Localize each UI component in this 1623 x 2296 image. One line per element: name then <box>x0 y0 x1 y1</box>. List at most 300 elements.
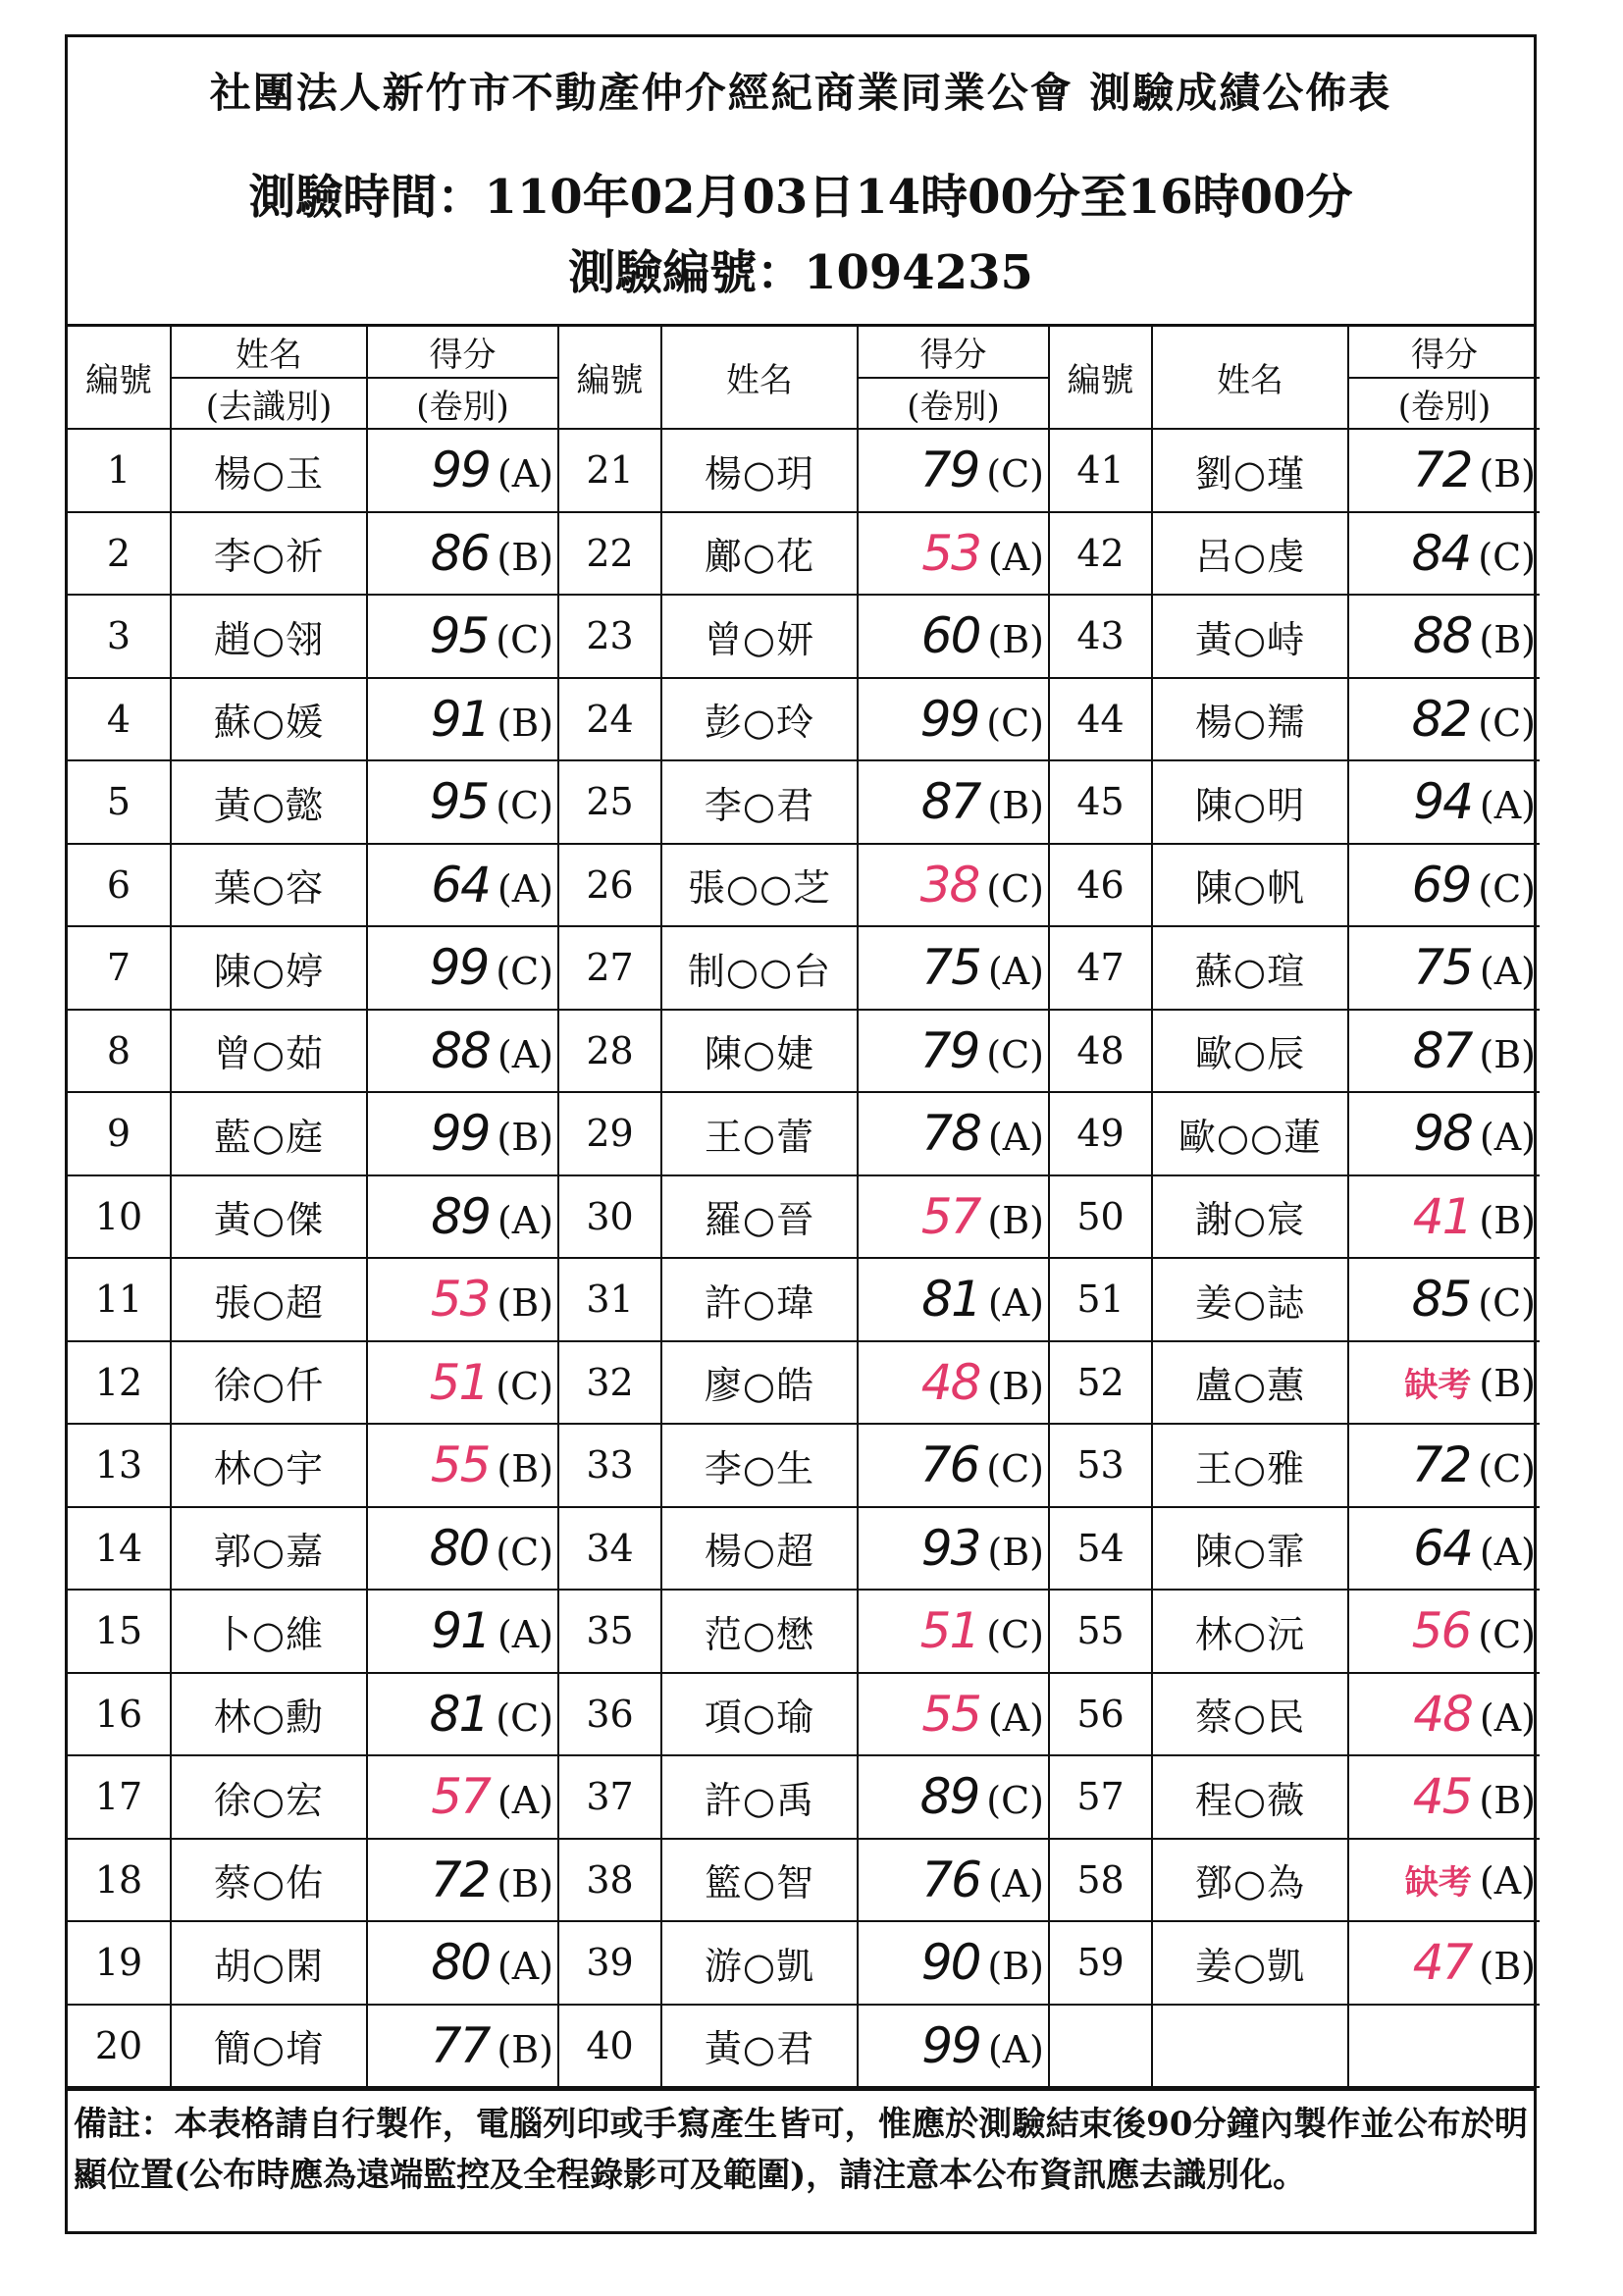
header <box>68 37 1534 327</box>
cell-score <box>1348 595 1540 678</box>
exam-form: (A) <box>497 1613 553 1657</box>
cell-score <box>858 1341 1049 1425</box>
cell-name: 曾○茹 <box>171 1010 367 1093</box>
header-score-sub: (卷別) <box>1348 378 1540 429</box>
cell-name: 曾○妍 <box>661 595 858 678</box>
handwritten-score: 69 <box>1411 856 1471 913</box>
exam-form: (C) <box>1478 1613 1536 1657</box>
cell-score <box>1348 1175 1540 1259</box>
cell-score <box>367 2005 558 2088</box>
handwritten-score: 99 <box>431 442 490 499</box>
handwritten-score: 55 <box>430 1436 490 1494</box>
cell-name: 許○瑋 <box>661 1258 858 1341</box>
cell-score <box>858 1921 1049 2005</box>
exam-form: (A) <box>987 1281 1044 1326</box>
cell-score <box>1348 926 1540 1010</box>
cell-score <box>858 1755 1049 1839</box>
cell-no: 31 <box>558 1258 661 1341</box>
handwritten-score: 81 <box>921 1271 980 1329</box>
header-score: 得分 <box>1348 327 1540 378</box>
handwritten-score: 98 <box>1413 1105 1472 1163</box>
cell-score <box>367 1258 558 1341</box>
cell-name: 李○生 <box>661 1424 858 1507</box>
handwritten-score: 41 <box>1412 1187 1472 1245</box>
exam-form: (B) <box>1479 1779 1536 1823</box>
cell-score <box>367 926 558 1010</box>
exam-form: (B) <box>497 2027 553 2071</box>
cell-name: 王○雅 <box>1152 1424 1348 1507</box>
handwritten-score: 79 <box>919 1021 979 1079</box>
table-row <box>68 844 1540 927</box>
exam-form: (A) <box>987 535 1044 579</box>
cell-no: 49 <box>1049 1092 1152 1175</box>
exam-form: (C) <box>1478 535 1536 579</box>
cell-score <box>367 512 558 596</box>
exam-form: (C) <box>1478 701 1536 745</box>
cell-no: 34 <box>558 1507 661 1591</box>
cell-score <box>1348 1424 1540 1507</box>
cell-name: 林○勳 <box>171 1673 367 1756</box>
handwritten-score: 53 <box>430 1271 490 1329</box>
handwritten-score: 99 <box>921 2016 980 2074</box>
handwritten-score: 60 <box>920 607 980 665</box>
cell-name: 鄧○為 <box>1152 1839 1348 1922</box>
exam-form: (B) <box>1479 1945 1536 1989</box>
cell-score <box>1348 512 1540 596</box>
cell-no: 32 <box>558 1341 661 1425</box>
exam-form: (B) <box>987 784 1044 828</box>
cell-no: 57 <box>1049 1755 1152 1839</box>
cell-score <box>858 1507 1049 1591</box>
cell-score <box>1348 1010 1540 1093</box>
cell-score <box>858 844 1049 927</box>
exam-form: (B) <box>1479 452 1536 496</box>
cell-no: 16 <box>68 1673 171 1756</box>
cell-no: 18 <box>68 1839 171 1922</box>
cell-no: 28 <box>558 1010 661 1093</box>
cell-no: 59 <box>1049 1921 1152 2005</box>
handwritten-score: 缺考 <box>1404 1863 1472 1904</box>
handwritten-score: 47 <box>1412 1934 1472 1992</box>
cell-score <box>858 678 1049 761</box>
handwritten-score: 99 <box>430 1105 490 1163</box>
handwritten-score: 48 <box>920 1353 980 1411</box>
cell-no: 43 <box>1049 595 1152 678</box>
header-name: 姓名 <box>661 327 858 429</box>
cell-name: 黃○峙 <box>1152 595 1348 678</box>
cell-score <box>858 595 1049 678</box>
cell-name: 卜○維 <box>171 1590 367 1673</box>
handwritten-score: 86 <box>430 524 490 582</box>
cell-name: 林○宇 <box>171 1424 367 1507</box>
header-no: 編號 <box>1049 327 1152 429</box>
handwritten-score: 85 <box>1411 1271 1471 1329</box>
exam-form: (C) <box>986 1447 1044 1491</box>
cell-name: 蘇○媛 <box>171 678 367 761</box>
exam-form: (B) <box>497 1281 553 1326</box>
cell-name: 程○薇 <box>1152 1755 1348 1839</box>
cell-name: 楊○超 <box>661 1507 858 1591</box>
cell-no: 30 <box>558 1175 661 1259</box>
handwritten-score: 82 <box>1411 690 1471 748</box>
table-row <box>68 1092 1540 1175</box>
cell-score <box>367 1590 558 1673</box>
cell-name: 胡○閑 <box>171 1921 367 2005</box>
table-row <box>68 429 1540 512</box>
cell-no: 33 <box>558 1424 661 1507</box>
exam-form: (C) <box>496 618 553 662</box>
exam-form: (C) <box>496 1364 553 1408</box>
handwritten-score: 88 <box>1412 607 1472 665</box>
cell-name: 李○祈 <box>171 512 367 596</box>
cell-name: 鄺○花 <box>661 512 858 596</box>
cell-name: 黃○懿 <box>171 760 367 844</box>
cell-name: 羅○晉 <box>661 1175 858 1259</box>
cell-name: 謝○宸 <box>1152 1175 1348 1259</box>
exam-form: (C) <box>986 701 1044 745</box>
cell-score <box>367 760 558 844</box>
cell-name: 姜○誌 <box>1152 1258 1348 1341</box>
cell-score <box>367 1839 558 1922</box>
cell-score <box>367 678 558 761</box>
handwritten-score: 84 <box>1411 524 1471 582</box>
cell-name: 制○○台 <box>661 926 858 1010</box>
cell-no: 56 <box>1049 1673 1152 1756</box>
cell-name: 林○沅 <box>1152 1590 1348 1673</box>
exam-form: (C) <box>496 784 553 828</box>
exam-form: (C) <box>1478 866 1536 911</box>
handwritten-score: 77 <box>430 2016 490 2074</box>
notes: 備註：本表格請自行製作，電腦列印或手寫產生皆可，惟應於測驗結束後90分鐘內製作並公布於明顯位置(公布時應為遠端監控及全程錄影可及範圍)，請注意本公布資訊應去識別化。 <box>68 2088 1534 2201</box>
handwritten-score: 48 <box>1413 1685 1472 1743</box>
cell-score <box>367 1755 558 1839</box>
cell-name: 廖○皓 <box>661 1341 858 1425</box>
handwritten-score: 88 <box>431 1021 490 1079</box>
cell-name: 蔡○民 <box>1152 1673 1348 1756</box>
cell-score <box>1348 1921 1540 2005</box>
cell-name: 黃○君 <box>661 2005 858 2088</box>
exam-form: (A) <box>1479 1859 1536 1904</box>
exam-form: (A) <box>497 452 553 496</box>
cell-no: 50 <box>1049 1175 1152 1259</box>
cell-no: 37 <box>558 1755 661 1839</box>
handwritten-score: 80 <box>431 1934 490 1992</box>
handwritten-score: 64 <box>431 856 490 913</box>
exam-form: (B) <box>1479 1032 1536 1076</box>
cell-score <box>367 1424 558 1507</box>
cell-score <box>367 1010 558 1093</box>
score-table <box>68 327 1540 2088</box>
table-row <box>68 678 1540 761</box>
cell-name: 楊○玉 <box>171 429 367 512</box>
exam-form: (A) <box>1479 950 1536 994</box>
cell-no: 19 <box>68 1921 171 2005</box>
cell-no: 40 <box>558 2005 661 2088</box>
cell-no: 48 <box>1049 1010 1152 1093</box>
exam-form: (C) <box>496 1530 553 1574</box>
exam-form: (C) <box>496 950 553 994</box>
exam-form: (A) <box>497 1779 553 1823</box>
cell-name: 徐○仟 <box>171 1341 367 1425</box>
header-no: 編號 <box>558 327 661 429</box>
handwritten-score: 76 <box>921 1851 980 1908</box>
cell-no: 44 <box>1049 678 1152 761</box>
exam-form: (A) <box>497 1945 553 1989</box>
cell-no: 8 <box>68 1010 171 1093</box>
exam-form: (B) <box>497 1861 553 1905</box>
cell-score <box>1348 678 1540 761</box>
cell-score <box>367 429 558 512</box>
page-title: 社團法人新竹市不動產仲介經紀商業同業公會 測驗成績公佈表 <box>209 69 1392 117</box>
cell-name: 呂○虔 <box>1152 512 1348 596</box>
cell-no: 36 <box>558 1673 661 1756</box>
cell-name: 陳○帆 <box>1152 844 1348 927</box>
exam-form: (A) <box>1479 1696 1536 1740</box>
cell-score <box>367 595 558 678</box>
handwritten-score: 95 <box>429 773 489 831</box>
exam-form: (B) <box>1479 1362 1536 1406</box>
cell-score <box>367 1921 558 2005</box>
cell-no: 52 <box>1049 1341 1152 1425</box>
cell-name: 項○瑜 <box>661 1673 858 1756</box>
table-row <box>68 1673 1540 1756</box>
exam-form: (B) <box>1479 1198 1536 1242</box>
table-row <box>68 1839 1540 1922</box>
cell-name: 陳○霏 <box>1152 1507 1348 1591</box>
handwritten-score: 79 <box>919 442 979 499</box>
header-score: 得分 <box>367 327 558 378</box>
table-row <box>68 2005 1540 2088</box>
cell-name <box>1152 2005 1348 2088</box>
cell-name: 籃○智 <box>661 1839 858 1922</box>
exam-form: (A) <box>987 1861 1044 1905</box>
cell-no: 54 <box>1049 1507 1152 1591</box>
cell-no: 17 <box>68 1755 171 1839</box>
cell-no: 45 <box>1049 760 1152 844</box>
cell-no: 23 <box>558 595 661 678</box>
cell-score <box>1348 2005 1540 2088</box>
exam-form: (A) <box>987 2027 1044 2071</box>
cell-name: 歐○辰 <box>1152 1010 1348 1093</box>
header-score-sub: (卷別) <box>858 378 1049 429</box>
table-row <box>68 1258 1540 1341</box>
handwritten-score: 45 <box>1412 1768 1472 1826</box>
cell-score <box>367 1341 558 1425</box>
handwritten-score: 51 <box>919 1602 979 1660</box>
exam-form: (C) <box>1478 1447 1536 1491</box>
cell-score <box>858 2005 1049 2088</box>
handwritten-score: 99 <box>429 939 489 997</box>
handwritten-score: 72 <box>430 1851 490 1908</box>
exam-form: (A) <box>497 1032 553 1076</box>
cell-score <box>1348 760 1540 844</box>
cell-name: 范○懋 <box>661 1590 858 1673</box>
cell-score <box>858 429 1049 512</box>
exam-form: (B) <box>987 1198 1044 1242</box>
handwritten-score: 72 <box>1412 442 1472 499</box>
exam-form: (B) <box>1479 618 1536 662</box>
exam-form: (B) <box>497 1116 553 1160</box>
exam-form: (B) <box>987 1530 1044 1574</box>
exam-time: 測驗時間：110年02月03日14時00分至16時00分 <box>248 170 1353 225</box>
handwritten-score: 93 <box>920 1519 980 1577</box>
score-table-body <box>68 327 1540 2087</box>
cell-no: 15 <box>68 1590 171 1673</box>
cell-no: 41 <box>1049 429 1152 512</box>
exam-form: (C) <box>986 452 1044 496</box>
cell-score <box>367 844 558 927</box>
handwritten-score: 56 <box>1411 1602 1471 1660</box>
cell-name: 徐○宏 <box>171 1755 367 1839</box>
cell-score <box>858 1424 1049 1507</box>
table-row <box>68 595 1540 678</box>
cell-no: 4 <box>68 678 171 761</box>
cell-name: 趙○翎 <box>171 595 367 678</box>
exam-form: (B) <box>987 1945 1044 1989</box>
cell-no: 2 <box>68 512 171 596</box>
cell-no: 58 <box>1049 1839 1152 1922</box>
cell-score <box>1348 1590 1540 1673</box>
cell-no: 29 <box>558 1092 661 1175</box>
exam-form: (A) <box>987 1116 1044 1160</box>
cell-score <box>858 1010 1049 1093</box>
cell-no: 26 <box>558 844 661 927</box>
handwritten-score: 64 <box>1413 1519 1472 1577</box>
cell-name: 陳○婕 <box>661 1010 858 1093</box>
handwritten-score: 57 <box>920 1187 980 1245</box>
cell-no: 24 <box>558 678 661 761</box>
cell-score <box>1348 844 1540 927</box>
header-name: 姓名 <box>171 327 367 378</box>
cell-no: 7 <box>68 926 171 1010</box>
exam-number: 測驗編號：1094235 <box>568 245 1033 300</box>
cell-name: 郭○嘉 <box>171 1507 367 1591</box>
cell-no: 6 <box>68 844 171 927</box>
cell-name: 楊○玥 <box>661 429 858 512</box>
cell-name: 張○○芝 <box>661 844 858 927</box>
handwritten-score: 91 <box>430 690 490 748</box>
exam-form: (B) <box>987 618 1044 662</box>
table-row <box>68 760 1540 844</box>
cell-score <box>858 926 1049 1010</box>
cell-score <box>367 1175 558 1259</box>
handwritten-score: 57 <box>431 1768 490 1826</box>
cell-score <box>858 1673 1049 1756</box>
cell-no: 38 <box>558 1839 661 1922</box>
handwritten-score: 75 <box>1413 939 1472 997</box>
cell-score <box>1348 429 1540 512</box>
table-row <box>68 1755 1540 1839</box>
cell-score <box>1348 1755 1540 1839</box>
handwritten-score: 78 <box>921 1105 980 1163</box>
cell-no: 11 <box>68 1258 171 1341</box>
table-row <box>68 1341 1540 1425</box>
cell-name: 游○凱 <box>661 1921 858 2005</box>
cell-no: 42 <box>1049 512 1152 596</box>
cell-no: 1 <box>68 429 171 512</box>
exam-form: (B) <box>987 1364 1044 1408</box>
cell-score <box>1348 1341 1540 1425</box>
header-name-sub: (去識別) <box>171 378 367 429</box>
header-score: 得分 <box>858 327 1049 378</box>
table-row <box>68 1507 1540 1591</box>
cell-score <box>1348 1507 1540 1591</box>
cell-score <box>858 1590 1049 1673</box>
cell-name: 蔡○佑 <box>171 1839 367 1922</box>
cell-name: 楊○羺 <box>1152 678 1348 761</box>
cell-no: 25 <box>558 760 661 844</box>
handwritten-score: 87 <box>1412 1021 1472 1079</box>
cell-no: 53 <box>1049 1424 1152 1507</box>
cell-name: 簡○堉 <box>171 2005 367 2088</box>
cell-score <box>858 760 1049 844</box>
cell-no: 14 <box>68 1507 171 1591</box>
cell-score <box>858 1258 1049 1341</box>
handwritten-score: 75 <box>921 939 980 997</box>
cell-name: 張○超 <box>171 1258 367 1341</box>
cell-name: 盧○蕙 <box>1152 1341 1348 1425</box>
exam-form: (A) <box>1479 1116 1536 1160</box>
cell-score <box>858 1839 1049 1922</box>
cell-no: 9 <box>68 1092 171 1175</box>
cell-no: 13 <box>68 1424 171 1507</box>
handwritten-score: 95 <box>429 607 489 665</box>
handwritten-score: 89 <box>431 1187 490 1245</box>
cell-no: 47 <box>1049 926 1152 1010</box>
cell-name: 陳○婷 <box>171 926 367 1010</box>
cell-name: 王○蕾 <box>661 1092 858 1175</box>
exam-form: (A) <box>1479 1530 1536 1574</box>
table-row <box>68 1921 1540 2005</box>
handwritten-score: 51 <box>429 1353 489 1411</box>
cell-score <box>367 1092 558 1175</box>
cell-no: 3 <box>68 595 171 678</box>
cell-no <box>1049 2005 1152 2088</box>
handwritten-score: 94 <box>1413 773 1472 831</box>
cell-no: 35 <box>558 1590 661 1673</box>
cell-no: 12 <box>68 1341 171 1425</box>
handwritten-score: 38 <box>919 856 979 913</box>
exam-form: (C) <box>986 1032 1044 1076</box>
handwritten-score: 99 <box>919 690 979 748</box>
cell-score <box>1348 1258 1540 1341</box>
cell-name: 彭○玲 <box>661 678 858 761</box>
header-score-sub: (卷別) <box>367 378 558 429</box>
table-row <box>68 1590 1540 1673</box>
cell-score <box>1348 1092 1540 1175</box>
header-no: 編號 <box>68 327 171 429</box>
cell-name: 陳○明 <box>1152 760 1348 844</box>
handwritten-score: 缺考 <box>1404 1366 1472 1406</box>
cell-score <box>1348 1673 1540 1756</box>
cell-score <box>367 1507 558 1591</box>
exam-form: (A) <box>497 1198 553 1242</box>
table-row <box>68 926 1540 1010</box>
handwritten-score: 90 <box>920 1934 980 1992</box>
cell-score <box>367 1673 558 1756</box>
cell-name: 葉○容 <box>171 844 367 927</box>
handwritten-score: 87 <box>920 773 980 831</box>
cell-name: 劉○瑾 <box>1152 429 1348 512</box>
table-row <box>68 1010 1540 1093</box>
score-sheet <box>65 34 1537 2234</box>
exam-form: (C) <box>496 1696 553 1740</box>
cell-no: 46 <box>1049 844 1152 927</box>
cell-no: 51 <box>1049 1258 1152 1341</box>
handwritten-score: 81 <box>429 1685 489 1743</box>
table-row <box>68 1424 1540 1507</box>
exam-form: (A) <box>497 866 553 911</box>
